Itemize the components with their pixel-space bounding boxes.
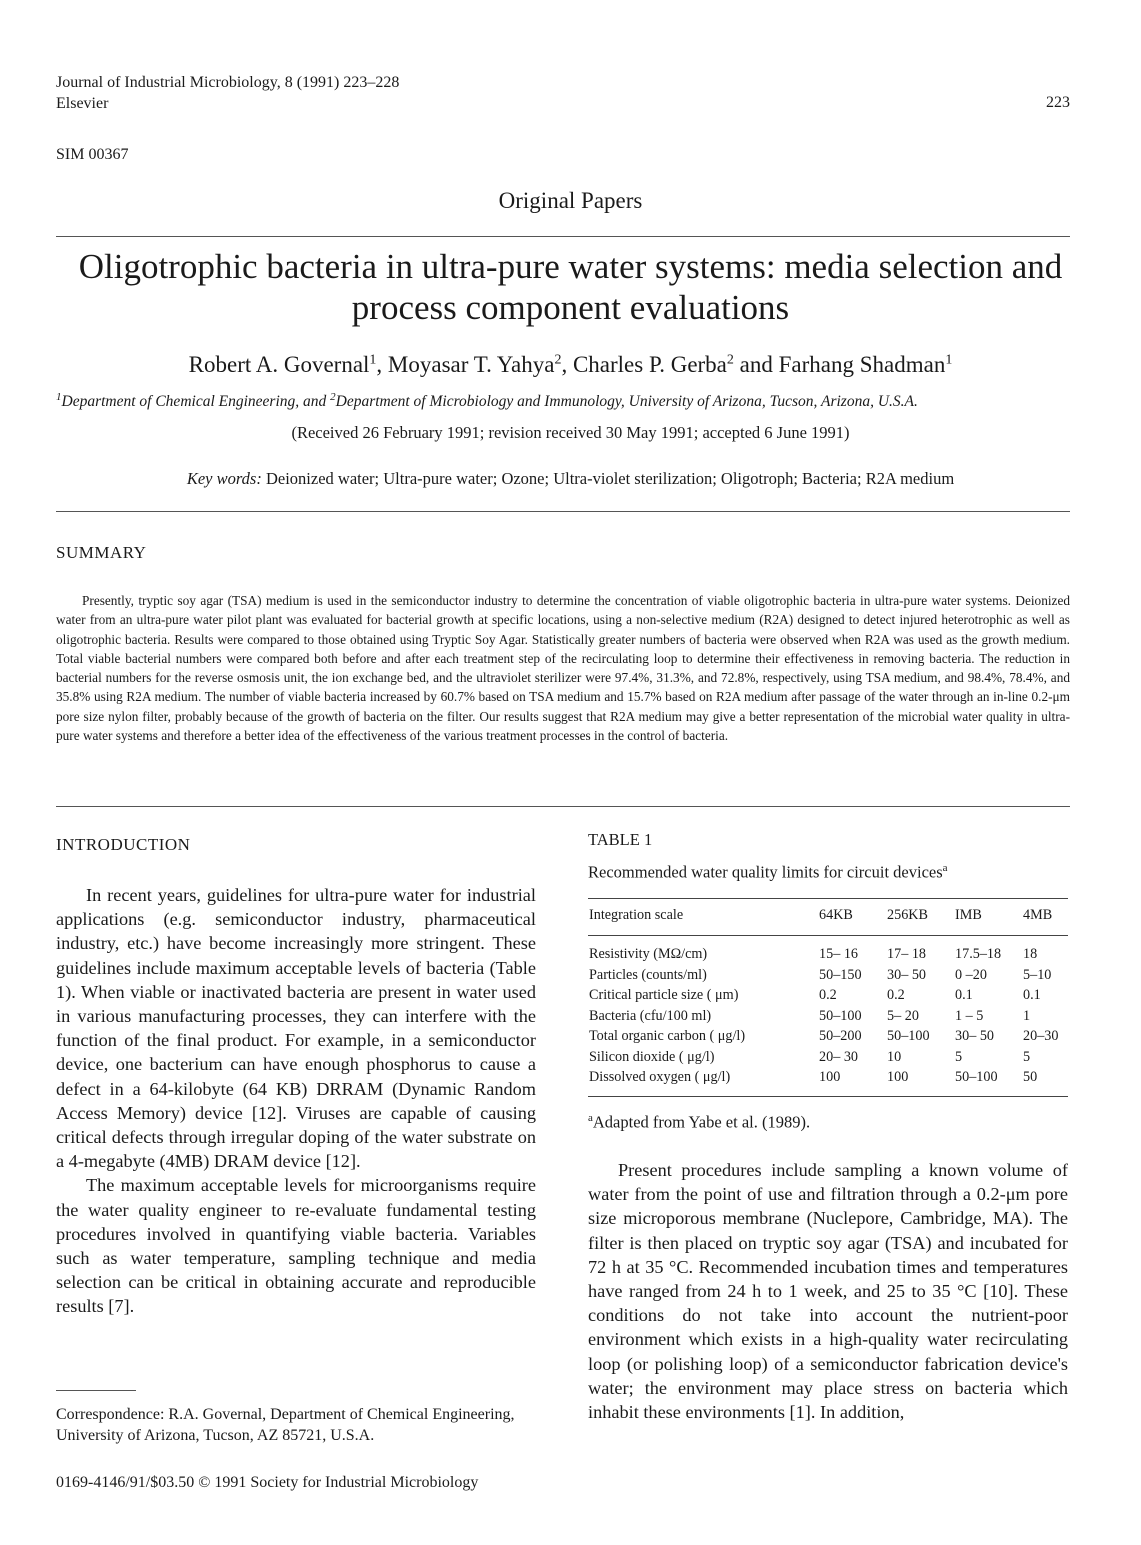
keywords: [0, 469, 1141, 489]
table-label: TABLE 1: [588, 830, 653, 849]
footnote-rule: [56, 1390, 136, 1391]
table-cell: 15– 16: [819, 946, 859, 962]
table-row: [588, 936, 1068, 965]
affil-dept: Department of Chemical Engineering, and: [61, 393, 331, 411]
table-footnote-text: Adapted from Yabe et al. (1989).: [592, 1112, 811, 1132]
copyright-line: 0169-4146/91/$03.50 © 1991 Society for Industrial Microbiology: [56, 1474, 479, 1491]
table-cell: 5–10: [1023, 966, 1052, 983]
summary-rule: [56, 806, 1070, 807]
table-cell: Total organic carbon ( μg/l): [589, 1028, 746, 1044]
table-caption-mark: a: [942, 862, 948, 874]
author-name: Moyasar T. Yahya: [387, 352, 555, 377]
table-row: [588, 965, 1068, 986]
article-title: Oligotrophic bacteria in ultra-pure water systems: media selection and process component evaluations: [78, 247, 1063, 327]
table-cell: 50–200: [819, 1028, 862, 1044]
author-separator: and: [733, 352, 779, 377]
introduction-heading: INTRODUCTION: [56, 835, 191, 854]
affiliations: [56, 391, 1076, 411]
table-row: [588, 1047, 1068, 1068]
table-cell: 20–30: [1023, 1028, 1059, 1044]
table-header-cell: Integration scale: [588, 899, 818, 936]
table-cell: 0.2: [819, 987, 837, 1003]
author-list: [40, 352, 1101, 378]
journal-citation: Journal of Industrial Microbiology, 8 (1991) 223–228: [56, 74, 400, 91]
table-row: [588, 1006, 1068, 1027]
received-dates: (Received 26 February 1991; revision received 30 May 1991; accepted 6 June 1991): [291, 423, 850, 442]
table-cell: Dissolved oxygen ( μg/l): [588, 1067, 818, 1096]
table-cell: 5– 20: [887, 1007, 919, 1024]
table-cell: 30– 50: [887, 966, 927, 983]
table-cell: 30– 50: [955, 1028, 995, 1044]
table-cell: Bacteria (cfu/100 ml): [589, 1007, 712, 1024]
table-row: [588, 985, 1068, 1006]
title-rule: [56, 236, 1070, 237]
table-cell: 17.5–18: [955, 946, 1002, 962]
author-affil-mark: 2: [726, 352, 734, 368]
keywords-label: Key words:: [186, 469, 262, 488]
table-cell: 50–100: [819, 1007, 862, 1024]
table-cell: 0.1: [1023, 987, 1041, 1003]
table-cell: Resistivity (MΩ/cm): [589, 946, 708, 962]
table-cell: 10: [887, 1048, 902, 1065]
table-cell: 1: [1023, 1007, 1031, 1024]
table-cell: 50–100: [954, 1067, 1022, 1096]
table-footnote-mark: a: [588, 1112, 593, 1124]
author-affil-mark: 2: [554, 352, 562, 368]
intro-paragraph-2: The maximum acceptable levels for microorganisms require the water quality engineer to re-evaluate fundamental testing procedures involved in quantifying viable bacteria. Variables such as water temperature, sampling technique and media selection can be critical in obtaining accurate and reproducible results [7].: [56, 1175, 536, 1317]
table-cell: 1 – 5: [955, 1007, 984, 1024]
table-caption: [588, 862, 948, 883]
author-name: Charles P. Gerba: [572, 352, 727, 377]
section-label: Original Papers: [498, 188, 643, 213]
right-paragraph-1: Present procedures include sampling a known volume of water from the point of use and filtration through a 0.2-μm pore size microporous membrane (Nuclepore, Cambridge, MA). The filter is then placed on tryptic soy agar (TSA) and incubated for 72 h at 35 °C. Recommended incubation times and temperatures have ranged from 24 h to 1 week, and 25 to 35 °C [10]. These conditions do not take into account the nutrient-poor environment which exists in a high-quality water recirculating loop (or polishing loop) of a semiconductor fabrication device's water; the environment may place stress on bacteria which inhabit these environments [1]. In addition,: [588, 1160, 1068, 1423]
keywords-rule: [56, 511, 1070, 512]
author-name: Farhang Shadman: [778, 352, 946, 377]
author-affil-mark: 1: [945, 352, 953, 368]
table-cell: Critical particle size ( μm): [589, 987, 739, 1003]
table-cell: 100: [818, 1067, 886, 1096]
table-cell: 0.1: [955, 987, 973, 1003]
affil-dept: Department of Microbiology and Immunology, University of Arizona, Tucson, Arizona, U.S.A.: [335, 393, 918, 411]
table-row: [588, 1067, 1068, 1096]
page-number: 223: [1046, 94, 1070, 111]
keywords-text: Deionized water; Ultra-pure water; Ozone; Ultra-violet sterilization; Oligotroph; Bacteria; R2A medium: [261, 469, 955, 488]
table-header-cell: 256KB: [886, 899, 954, 936]
table-header-cell: 64KB: [818, 899, 886, 936]
correspondence-note: Correspondence: R.A. Governal, Department of Chemical Engineering, University of Arizona, Tucson, AZ 85721, U.S.A.: [56, 1406, 515, 1444]
table-cell: 5: [1023, 1048, 1031, 1065]
right-column-body: [588, 1158, 1068, 1424]
author-separator: ,: [376, 352, 388, 377]
summary-heading: SUMMARY: [56, 543, 147, 562]
author-separator: ,: [561, 352, 573, 377]
table-cell: 50: [1022, 1067, 1068, 1096]
intro-paragraph-1: In recent years, guidelines for ultra-pure water for industrial applications (e.g. semiconductor industry, pharmaceutical industry, etc.) have become increasingly more stringent. These guidelines include maximum acceptable levels of bacteria (Table 1). When viable or inactivated bacteria are present in water used in various manufacturing processes, they can interfere with the function of the final product. For example, in a semiconductor device, one bacterium can have enough phosphorus to cause a defect in a 64-kilobyte (64 KB) DRRAM (Dynamic Random Access Memory) device [12]. Viruses are capable of causing critical defects through irregular doping of the water substrate on a 4-megabyte (4MB) DRAM device [12].: [56, 885, 536, 1172]
summary-text: Presently, tryptic soy agar (TSA) medium is used in the semiconductor industry to determine the concentration of viable oligotrophic bacteria in ultra-pure water systems. Deionized water from an ultra-pure water pilot plant was evaluated for bacterial growth at specific locations, using a non-selective medium (R2A) designed to detect injured heterotrophic as well as oligotrophic bacteria. Results were compared to those obtained using Tryptic Soy Agar. Statistically greater numbers of bacteria were observed when R2A was used as the growth medium. Total viable bacterial numbers were compared both before and after each treatment step of the recirculating loop to determine their effectiveness in removing bacteria. The reduction in bacterial numbers for the reverse osmosis unit, the ion exchange bed, and the ultraviolet sterilizer were 97.4%, 31.3%, and 72.8%, respectively, using TSA medium, and 98.4%, 78.4%, and 35.8% using R2A medium. The number of viable bacteria increased by 60.7% based on TSA medium and 15.7% based on R2A medium after passage of the water through an in-line 0.2-μm pore size nylon filter, probably because of the growth of bacteria on the filter. Our results suggest that R2A medium may give a better representation of the microbial water quality in ultra-pure water systems and therefore a better idea of the effectiveness of the various treatment processes in the control of bacteria.: [56, 593, 1070, 744]
table-cell: 17– 18: [887, 946, 927, 962]
table-row: [588, 1026, 1068, 1047]
affil-mark: 1: [56, 391, 62, 403]
table-caption-text: Recommended water quality limits for circuit devices: [588, 862, 943, 882]
table-cell: Particles (counts/ml): [589, 966, 707, 983]
table-footnote: [588, 1112, 810, 1133]
introduction-body: [56, 883, 536, 1319]
table-cell: 20– 30: [819, 1048, 859, 1065]
table-cell: 5: [955, 1048, 963, 1065]
table-cell: 0 –20: [955, 966, 987, 983]
publisher: Elsevier: [56, 95, 109, 112]
table-header-cell: IMB: [954, 899, 1022, 936]
sim-id: SIM 00367: [56, 146, 129, 163]
table-cell: 18: [1023, 946, 1038, 962]
author-affil-mark: 1: [369, 352, 377, 368]
table-header-cell: 4MB: [1022, 899, 1068, 936]
author-name: Robert A. Governal: [188, 352, 370, 377]
table-header-row: [588, 899, 1068, 936]
table-cell: 50–100: [887, 1028, 930, 1044]
table-cell: 100: [886, 1067, 954, 1096]
table-cell: 0.2: [887, 987, 905, 1003]
affil-mark: 2: [330, 391, 336, 403]
table-cell: Silicon dioxide ( μg/l): [589, 1048, 715, 1065]
water-quality-table: [588, 898, 1068, 1097]
table-cell: 50–150: [819, 966, 862, 983]
